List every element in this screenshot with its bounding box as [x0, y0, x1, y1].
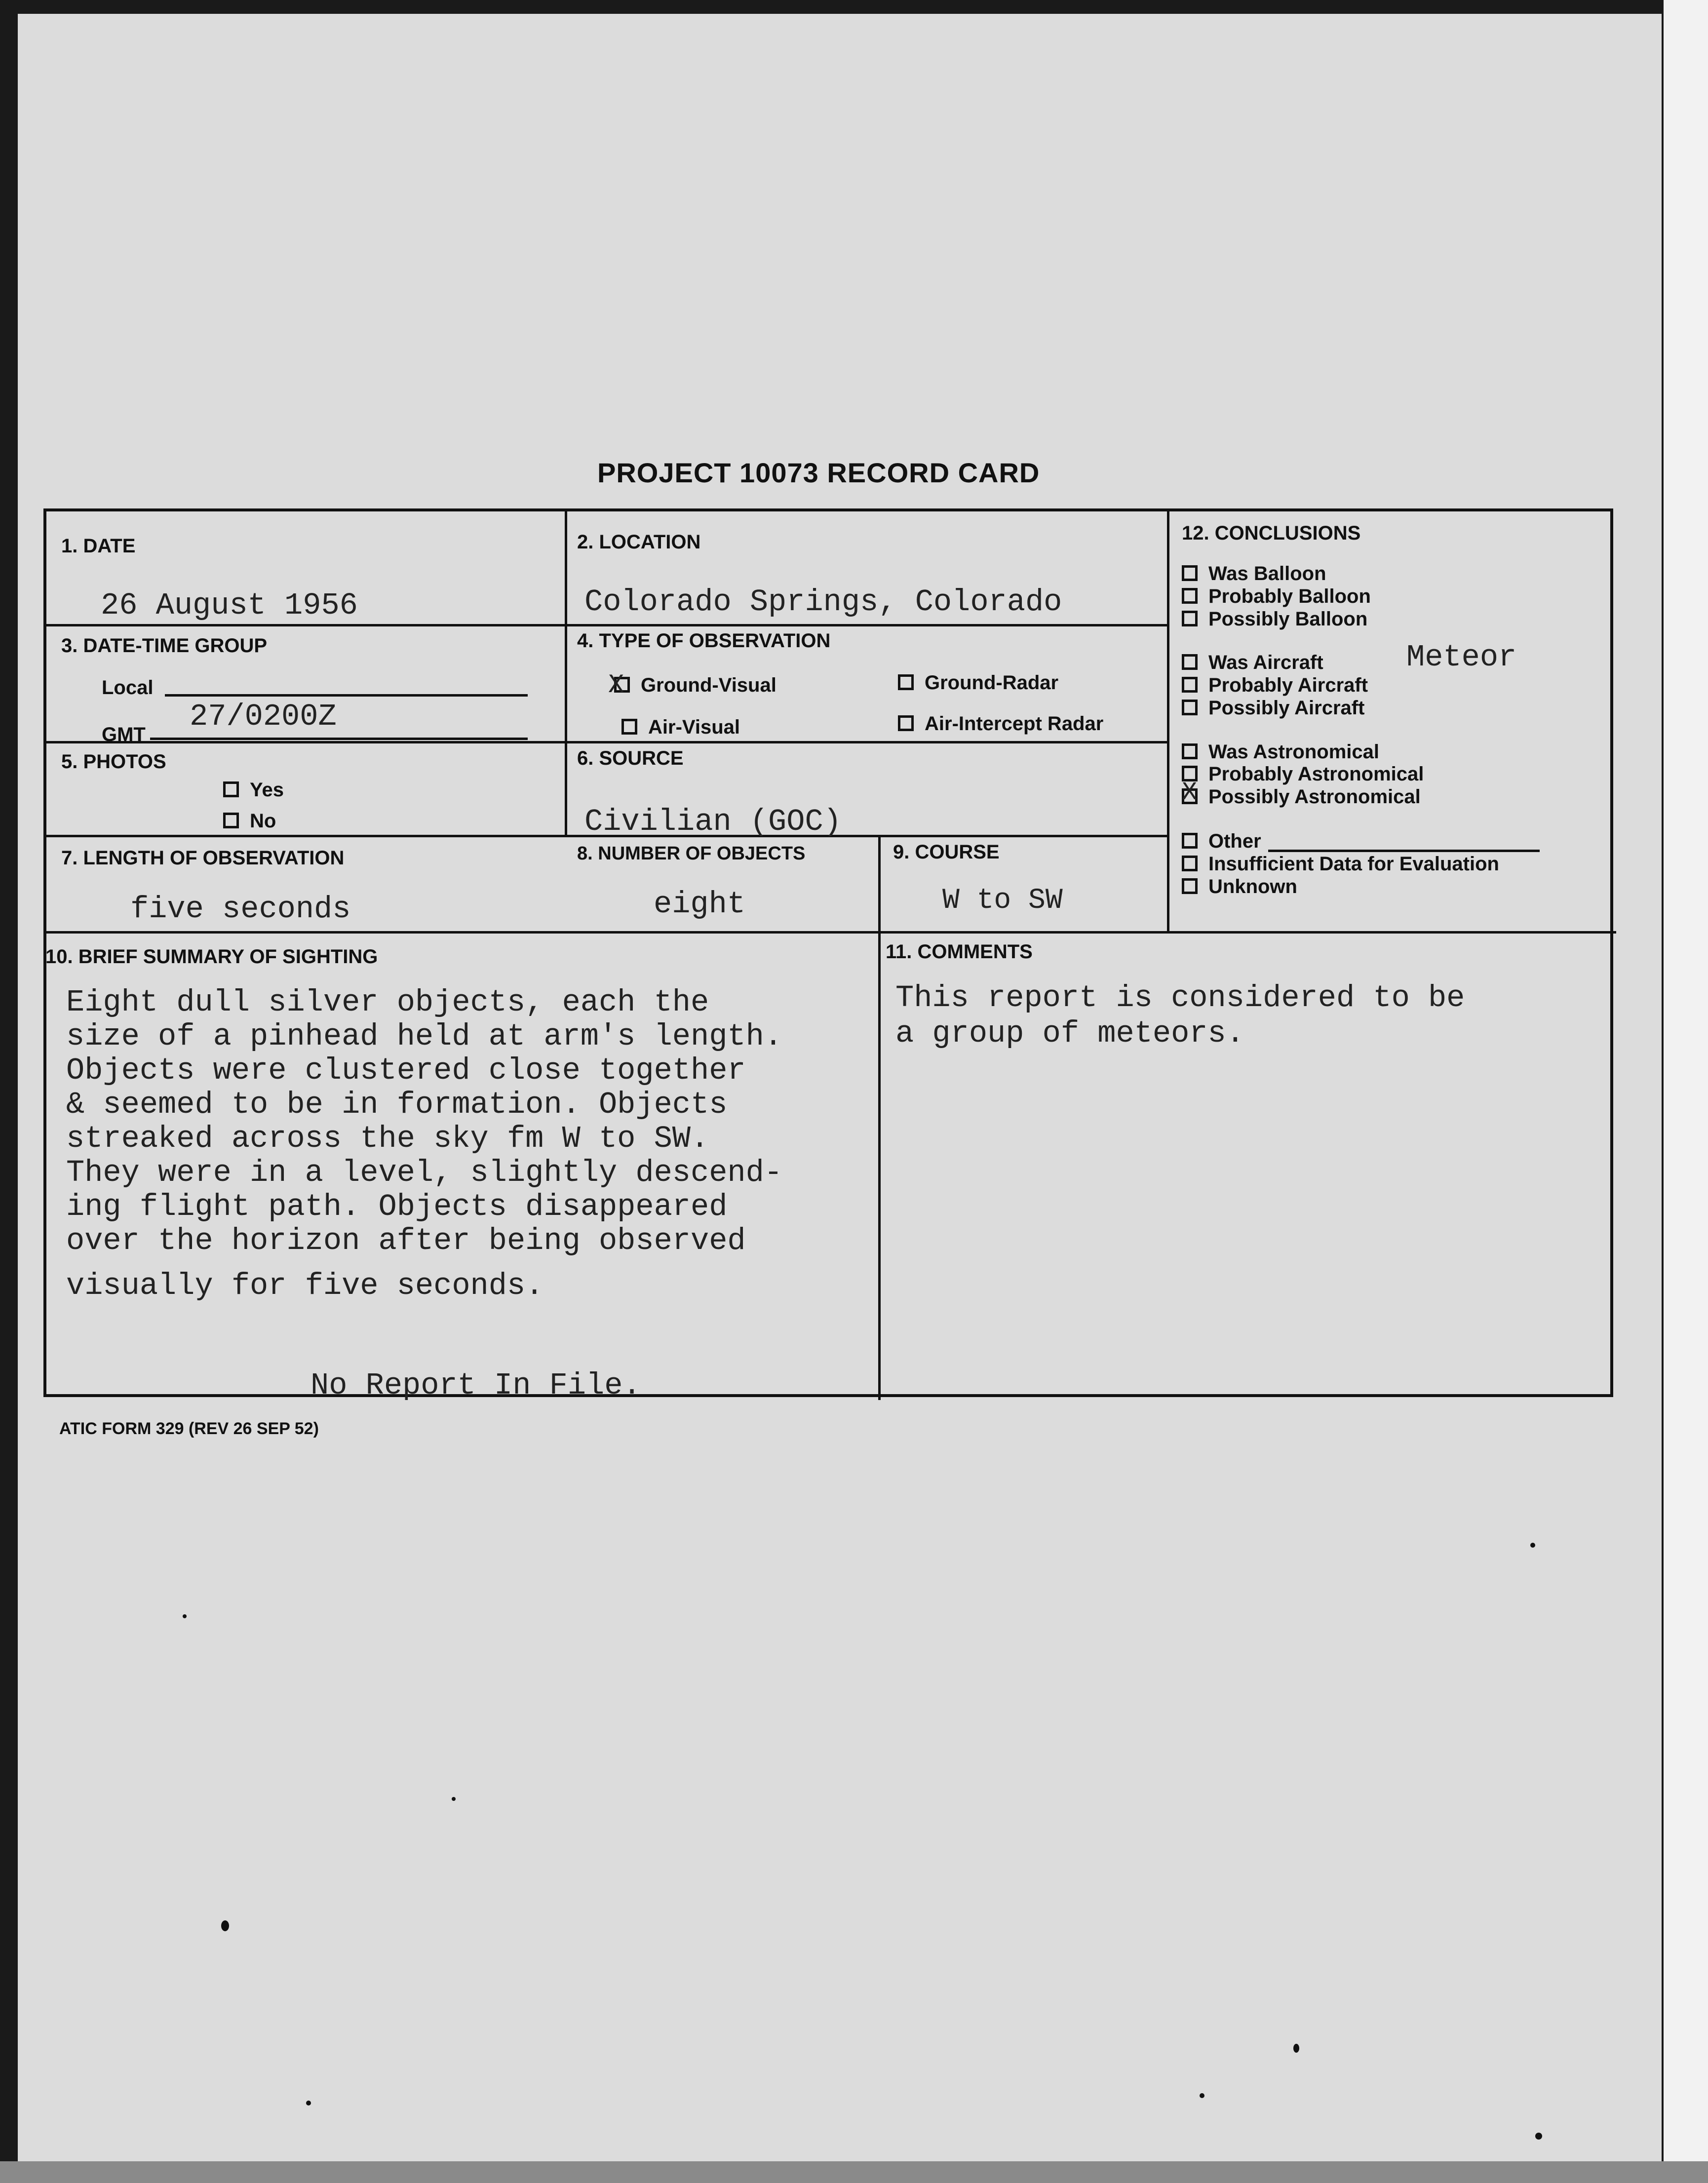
length-value: five seconds [130, 892, 351, 927]
observation-type-label: 4. TYPE OF OBSERVATION [577, 630, 831, 652]
summary-line: streaked across the sky fm W to SW. [66, 1121, 709, 1156]
location-label: 2. LOCATION [577, 531, 701, 553]
record-card [43, 508, 1613, 1403]
scan-speck [1200, 2093, 1204, 2098]
summary-line: They were in a level, slightly descend- [66, 1155, 783, 1190]
summary-label: 10. BRIEF SUMMARY OF SIGHTING [45, 946, 378, 968]
conclusion-other[interactable]: Other [1182, 830, 1261, 853]
option-ground-visual[interactable]: Ground-Visual [614, 674, 776, 697]
date-value: 26 August 1956 [101, 588, 358, 623]
option-air-visual[interactable]: Air-Visual [621, 716, 740, 739]
conclusion-probably-astronomical[interactable]: Probably Astronomical [1182, 763, 1424, 785]
conclusion-possibly-astronomical[interactable]: Possibly Astronomical [1182, 786, 1421, 808]
ground-visual-check-mark: X [608, 670, 624, 701]
conclusions-label: 12. CONCLUSIONS [1182, 522, 1361, 544]
conclusion-probably-balloon[interactable]: Probably Balloon [1182, 585, 1371, 608]
photos-option-no[interactable]: No [223, 810, 276, 832]
summary-line: Objects were clustered close together [66, 1053, 746, 1088]
conclusion-was-astronomical[interactable]: Was Astronomical [1182, 741, 1379, 763]
divider-h1 [46, 624, 1167, 626]
conclusion-probably-aircraft[interactable]: Probably Aircraft [1182, 674, 1368, 697]
dtg-local-label: Local [102, 677, 154, 699]
conclusion-was-balloon[interactable]: Was Balloon [1182, 563, 1326, 585]
comments-line-2: a group of meteors. [895, 1016, 1244, 1051]
scan-speck [183, 1614, 187, 1618]
divider-v2 [1167, 511, 1169, 931]
summary-line: ing flight path. Objects disappeared [66, 1189, 728, 1224]
summary-line: & seemed to be in formation. Objects [66, 1087, 728, 1122]
conclusion-possibly-balloon[interactable]: Possibly Balloon [1182, 608, 1367, 630]
objects-label: 8. NUMBER OF OBJECTS [577, 843, 806, 864]
option-air-intercept-radar[interactable]: Air-Intercept Radar [898, 713, 1103, 735]
scan-speck [1293, 2044, 1299, 2053]
dtg-gmt-line [150, 738, 528, 740]
photos-label: 5. PHOTOS [61, 751, 166, 773]
divider-h2 [46, 741, 1167, 743]
length-label: 7. LENGTH OF OBSERVATION [61, 847, 345, 869]
conclusion-handwritten-meteor: Meteor [1406, 640, 1517, 675]
summary-text [66, 985, 881, 1303]
dtg-local-line [165, 694, 528, 697]
scan-edge-bottom [0, 2161, 1708, 2183]
summary-line: Eight dull silver objects, each the [66, 985, 709, 1020]
objects-value: eight [654, 887, 746, 922]
scan-speck [1530, 1543, 1535, 1548]
source-label: 6. SOURCE [577, 747, 684, 769]
date-label: 1. DATE [61, 535, 136, 557]
conclusion-was-aircraft[interactable]: Was Aircraft [1182, 652, 1323, 674]
scan-speck [452, 1797, 456, 1801]
source-value: Civilian (GOC) [584, 804, 842, 839]
location-value: Colorado Springs, Colorado [584, 585, 1062, 620]
scan-edge-right [1664, 0, 1708, 2183]
scan-speck [306, 2101, 311, 2105]
scan-speck [221, 1920, 229, 1931]
dtg-label: 3. DATE-TIME GROUP [61, 635, 268, 657]
divider-h4 [46, 931, 1616, 934]
comments-label: 11. COMMENTS [886, 941, 1033, 963]
course-value: W to SW [942, 885, 1063, 917]
conclusion-unknown[interactable]: Unknown [1182, 876, 1297, 898]
divider-v1 [565, 511, 567, 835]
course-label: 9. COURSE [893, 841, 1000, 863]
conclusion-insufficient-data[interactable]: Insufficient Data for Evaluation [1182, 853, 1499, 875]
summary-line: visually for five seconds. [66, 1268, 544, 1303]
summary-line: over the horizon after being observed [66, 1223, 746, 1258]
possibly-astronomical-check-mark: X [1182, 778, 1198, 807]
conclusion-other-line [1268, 850, 1540, 852]
divider-v3 [878, 835, 881, 931]
comments-line-1: This report is considered to be [895, 980, 1465, 1015]
option-ground-radar[interactable]: Ground-Radar [898, 672, 1058, 694]
summary-note: No Report In File. [311, 1368, 641, 1403]
card-title: PROJECT 10073 RECORD CARD [597, 457, 1040, 488]
dtg-gmt-label: GMT [102, 724, 146, 745]
conclusion-possibly-aircraft[interactable]: Possibly Aircraft [1182, 697, 1364, 719]
scan-speck [1535, 2133, 1542, 2140]
form-footer: ATIC FORM 329 (REV 26 SEP 52) [59, 1419, 319, 1438]
dtg-gmt-value: 27/0200Z [190, 699, 337, 734]
summary-line: size of a pinhead held at arm's length. [66, 1019, 783, 1054]
photos-option-yes[interactable]: Yes [223, 779, 284, 801]
